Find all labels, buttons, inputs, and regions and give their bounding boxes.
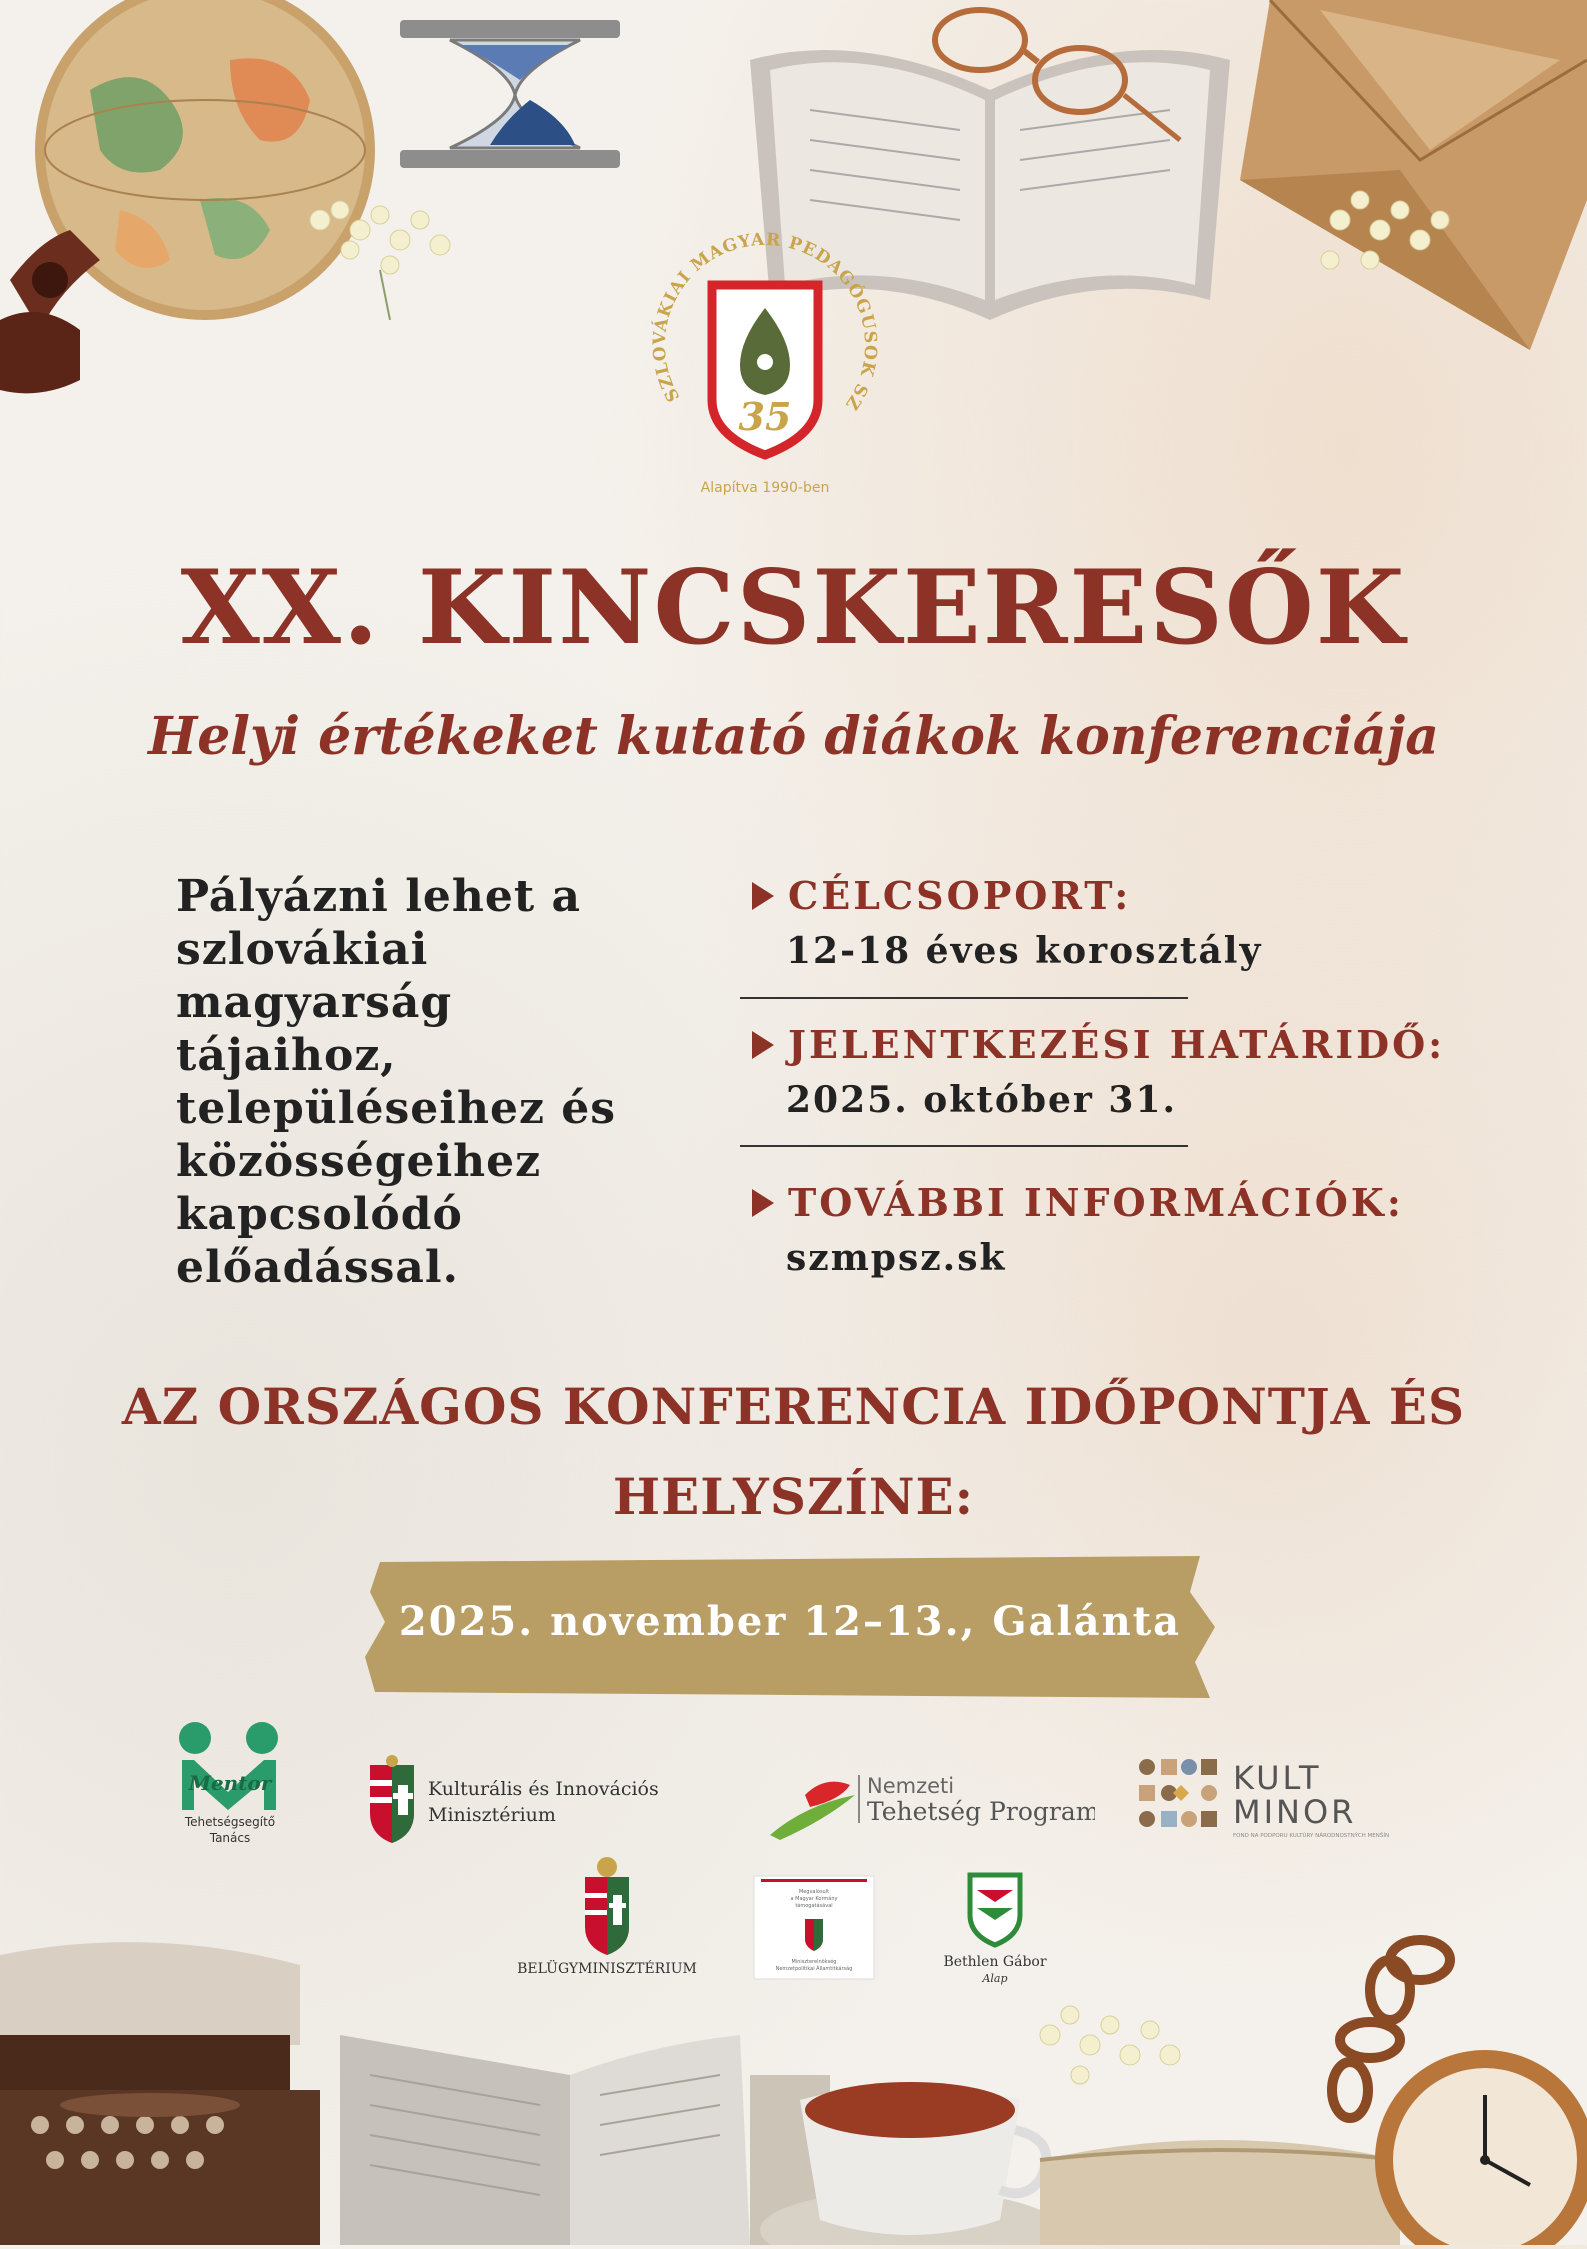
mentor-line1: Tehetségsegítő: [184, 1815, 276, 1829]
intro-line: kapcsolódó: [176, 1189, 463, 1240]
info-heading: CÉLCSOPORT:: [788, 873, 1132, 918]
intro-text: [176, 870, 716, 1294]
info-value: 2025. október 31.: [786, 1079, 1178, 1121]
kormany-line2: a Magyar Kormány: [790, 1896, 838, 1902]
venue-heading-line: HELYSZÍNE:: [612, 1467, 975, 1526]
bga-line2: Alap: [982, 1972, 1008, 1985]
kim-line2: Minisztérium: [428, 1804, 556, 1826]
event-date: 2025. november 12–13., Galánta: [398, 1598, 1182, 1645]
mentor-line2: Tanács: [209, 1831, 251, 1845]
triangle-bullet-icon: [752, 882, 774, 910]
triangle-bullet-icon: [752, 1189, 774, 1217]
venue-heading-line: AZ ORSZÁGOS KONFERENCIA IDŐPONTJA ÉS: [121, 1377, 1466, 1436]
logo-ring-text: SZLOVÁKIAI MAGYAR PEDAGÓGUSOK SZ: [649, 230, 881, 414]
intro-line: Pályázni lehet a: [176, 871, 582, 922]
minor-word: MINOR: [1233, 1793, 1357, 1831]
intro-line: tájaihoz,: [176, 1030, 397, 1081]
ntp-line1: Nemzeti: [867, 1774, 955, 1798]
szmpsz-logo: [630, 230, 900, 500]
info-more: [740, 1180, 1460, 1279]
venue-heading: [60, 1362, 1527, 1542]
mentor-wordmark: Mentor: [188, 1771, 272, 1795]
info-website-link[interactable]: szmpsz.sk: [786, 1237, 1007, 1279]
bga-line1: Bethlen Gábor: [943, 1954, 1047, 1970]
info-value: 12-18 éves korosztály: [786, 930, 1263, 972]
kormany-line1: Megvalósult: [798, 1889, 830, 1895]
flowers-illustration-top-left: [280, 170, 500, 320]
kormany-logo: [753, 1875, 875, 1980]
bm-logo: [505, 1855, 725, 1975]
info-heading: TOVÁBBI INFORMÁCIÓK:: [788, 1180, 1404, 1225]
kult-subtext: FOND NA PODPORU KULTÚRY NÁRODNOSTNÝCH MENŠÍN: [1233, 1833, 1390, 1839]
intro-line: előadással.: [176, 1242, 459, 1293]
mentor-logo: [170, 1710, 290, 1850]
kormany-line4: Miniszterelnökség: [791, 1959, 837, 1965]
hourglass-illustration: [380, 0, 630, 190]
typewriter-illustration: [0, 1925, 330, 2245]
bm-label: BELÜGYMINISZTÉRIUM: [517, 1961, 697, 1975]
divider: [740, 997, 1188, 999]
logo-founded: Alapítva 1990-ben: [700, 480, 830, 496]
kim-logo: [362, 1755, 722, 1845]
flowers-illustration-top-right: [1300, 160, 1520, 310]
bga-logo: [925, 1870, 1065, 1990]
kormany-line3: támogatásával: [795, 1903, 833, 1909]
kim-line1: Kulturális és Innovációs: [428, 1778, 659, 1800]
info-heading: JELENTKEZÉSI HATÁRIDŐ:: [788, 1022, 1446, 1067]
triangle-bullet-icon: [752, 1031, 774, 1059]
kult-minor-logo: [1137, 1755, 1397, 1850]
info-target-group: [740, 873, 1460, 972]
ntp-logo: [765, 1765, 1095, 1845]
kormany-line5: Nemzetpolitikai Államtitkárság: [775, 1966, 853, 1972]
intro-line: szlovákiai magyarság: [176, 924, 453, 1028]
pocket-watch-illustration: [1300, 1920, 1587, 2245]
intro-line: településeihez és: [176, 1083, 617, 1134]
intro-line: közösségeihez: [176, 1136, 542, 1187]
ntp-line2: Tehetség Program: [867, 1797, 1095, 1826]
logo-number: 35: [738, 394, 792, 439]
info-deadline: [740, 1022, 1460, 1121]
kult-word: KULT: [1233, 1759, 1322, 1797]
page-title: XX. KINCSKERESŐK: [180, 548, 1407, 668]
page-subtitle: Helyi értékeket kutató diákok konferenciája: [148, 706, 1439, 767]
divider: [740, 1145, 1188, 1147]
